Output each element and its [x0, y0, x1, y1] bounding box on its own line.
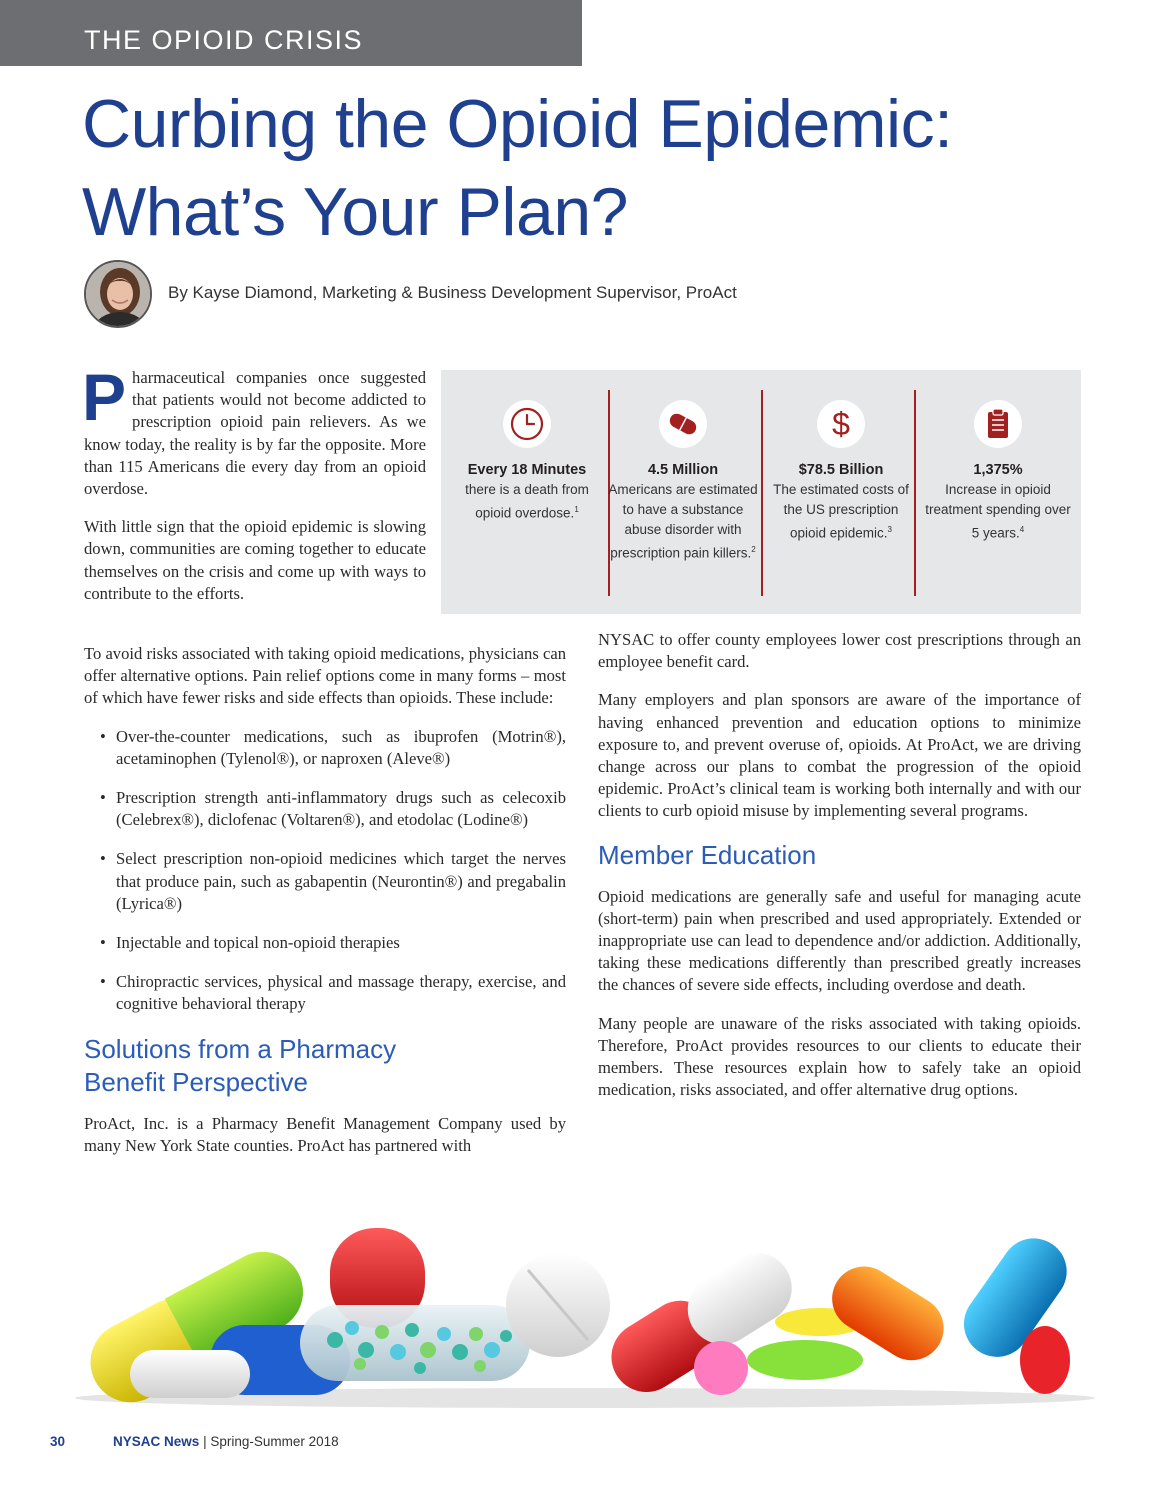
list-item: [84, 726, 566, 770]
stat-reference: 4: [1019, 525, 1025, 534]
stats-panel: [441, 370, 1081, 614]
intro-paragraph-1-text: harmaceutical companies once suggested that patients would not become addicted to prescription opioid pain relievers. As we know today, the reality is by far the opposite. More than 115 Americans die every day from an opioid overdose.: [84, 368, 426, 499]
left-paragraph-1: To avoid risks associated with taking opioid medications, physicians can offer alternative options. Pain relief options come in many forms – most of which have fewer risks and side effects than opioids. These include:: [84, 644, 566, 708]
list-item-text: Chiropractic services, physical and massage therapy, exercise, and cognitive behavioral therapy: [116, 972, 566, 1014]
list-item: [84, 971, 566, 1015]
stat-title: $78.5 Billion: [798, 462, 884, 478]
bullet-icon: •: [100, 726, 106, 746]
alternatives-list: [84, 726, 566, 1016]
list-item-text: Over-the-counter medications, such as ibuprofen (Motrin®), acetaminophen (Tylenol®), or naproxen (Aleve®): [116, 726, 566, 768]
stat-item: [607, 400, 759, 564]
stat-item: [922, 400, 1074, 544]
page-number: 30: [50, 1434, 66, 1449]
page-footer: [50, 1434, 339, 1449]
right-paragraph-1: NYSAC to offer county employees lower cost prescriptions through an employee benefit card.: [598, 630, 1081, 672]
member-education-heading: Member Education: [598, 839, 817, 870]
stat-reference: 3: [887, 525, 892, 534]
right-paragraph-4: Many people are unaware of the risks associated with taking opioids. Therefore, ProAct provides resources to our clients to educate their members. These resources explain how to safely take an opioid medication, risks associated, and offer alternative drug options.: [598, 1013, 1081, 1100]
pill-icon: [659, 400, 707, 448]
stat-description: [451, 480, 603, 524]
stat-description-text: Americans are estimated to have a substance abuse disorder with prescription pain killers.: [608, 482, 758, 561]
pills-image: [60, 1210, 1110, 1415]
stat-description-text: Increase in opioid treatment spending over 5 years.: [925, 482, 1071, 541]
list-item-text: Injectable and topical non-opioid therapies: [116, 933, 400, 953]
headline-line-1: Curbing the Opioid Epidemic:: [82, 86, 953, 162]
stat-description: [765, 480, 917, 544]
right-paragraph-2: Many employers and plan sponsors are aware of the importance of having enhanced prevention and education options to minimize exposure to, and prevent overuse of, opioids. At ProAct, we are driving change across our plans to combat the progression of the opioid epidemic. ProAct’s clinical team is working both internally and with our clients to curb opioid misuse by implementing several programs.: [598, 690, 1081, 821]
bullet-icon: •: [100, 933, 106, 953]
bullet-icon: •: [100, 849, 106, 869]
right-paragraph-3: Opioid medications are generally safe and useful for managing acute (short-term) pain when prescribed and used appropriately. Extended or inappropriate use can lead to dependence and/or addiction. Additionally, taking these medications differently than prescribed greatly increases the chances of severe side effects, including overdose and death.: [598, 886, 1081, 995]
list-item: [84, 848, 566, 915]
clipboard-icon: [974, 400, 1022, 448]
stat-description-text: there is a death from opioid overdose.: [465, 482, 589, 521]
intro-paragraph-1: [82, 360, 426, 500]
stat-item: [765, 400, 917, 544]
drop-cap: P: [82, 360, 127, 434]
dollar-icon: $: [817, 400, 865, 448]
right-column: [598, 629, 1081, 1117]
stat-reference: 2: [751, 545, 756, 554]
stat-divider: [761, 390, 763, 596]
list-item-text: Prescription strength anti-inflammatory drugs such as celecoxib (Celebrex®), diclofenac (Voltaren®), and etodolac (Lodine®): [116, 788, 566, 830]
section-label: THE OPIOID CRISIS: [84, 25, 364, 55]
byline: By Kayse Diamond, Marketing & Business Development Supervisor, ProAct: [168, 283, 737, 302]
list-item: [84, 787, 566, 831]
stat-description-text: The estimated costs of the US prescription opioid epidemic.: [773, 482, 909, 541]
author-portrait-icon: [86, 262, 152, 328]
solutions-heading-line-2: Benefit Perspective: [84, 1066, 309, 1097]
headline-line-2: What’s Your Plan?: [82, 174, 628, 250]
left-paragraph-2: ProAct, Inc. is a Pharmacy Benefit Management Company used by many New York State counties. ProAct has partnered with: [84, 1113, 566, 1155]
solutions-heading: [84, 1033, 566, 1099]
stat-divider: [914, 390, 916, 596]
bullet-icon: •: [100, 788, 106, 808]
magazine-name: NYSAC News: [113, 1434, 200, 1449]
stat-title: 4.5 Million: [647, 462, 719, 478]
stat-description: [607, 480, 759, 564]
bullet-icon: •: [100, 972, 106, 992]
intro-paragraph-2: With little sign that the opioid epidemic is slowing down, communities are coming together to educate themselves on the crisis and come up with ways to contribute to the efforts.: [84, 517, 426, 603]
headline: [82, 80, 1142, 256]
solutions-heading-line-1: Solutions from a Pharmacy: [84, 1033, 397, 1064]
author-avatar: [84, 260, 152, 328]
pills-illustration: [60, 1210, 1110, 1415]
stat-reference: 1: [574, 505, 579, 514]
issue-label: | Spring-Summer 2018: [199, 1434, 339, 1449]
stat-description: [922, 480, 1074, 544]
intro-column: [82, 360, 426, 621]
clock-icon: [503, 400, 551, 448]
list-item: [84, 932, 566, 954]
left-column: [84, 643, 566, 1173]
stat-title: 1,375%: [973, 462, 1023, 478]
list-item-text: Select prescription non-opioid medicines which target the nerves that produce pain, such as gabapentin (Neurontin®) and pregabalin (Lyrica®): [116, 849, 566, 913]
stat-title: Every 18 Minutes: [467, 462, 587, 478]
stat-item: [451, 400, 603, 524]
